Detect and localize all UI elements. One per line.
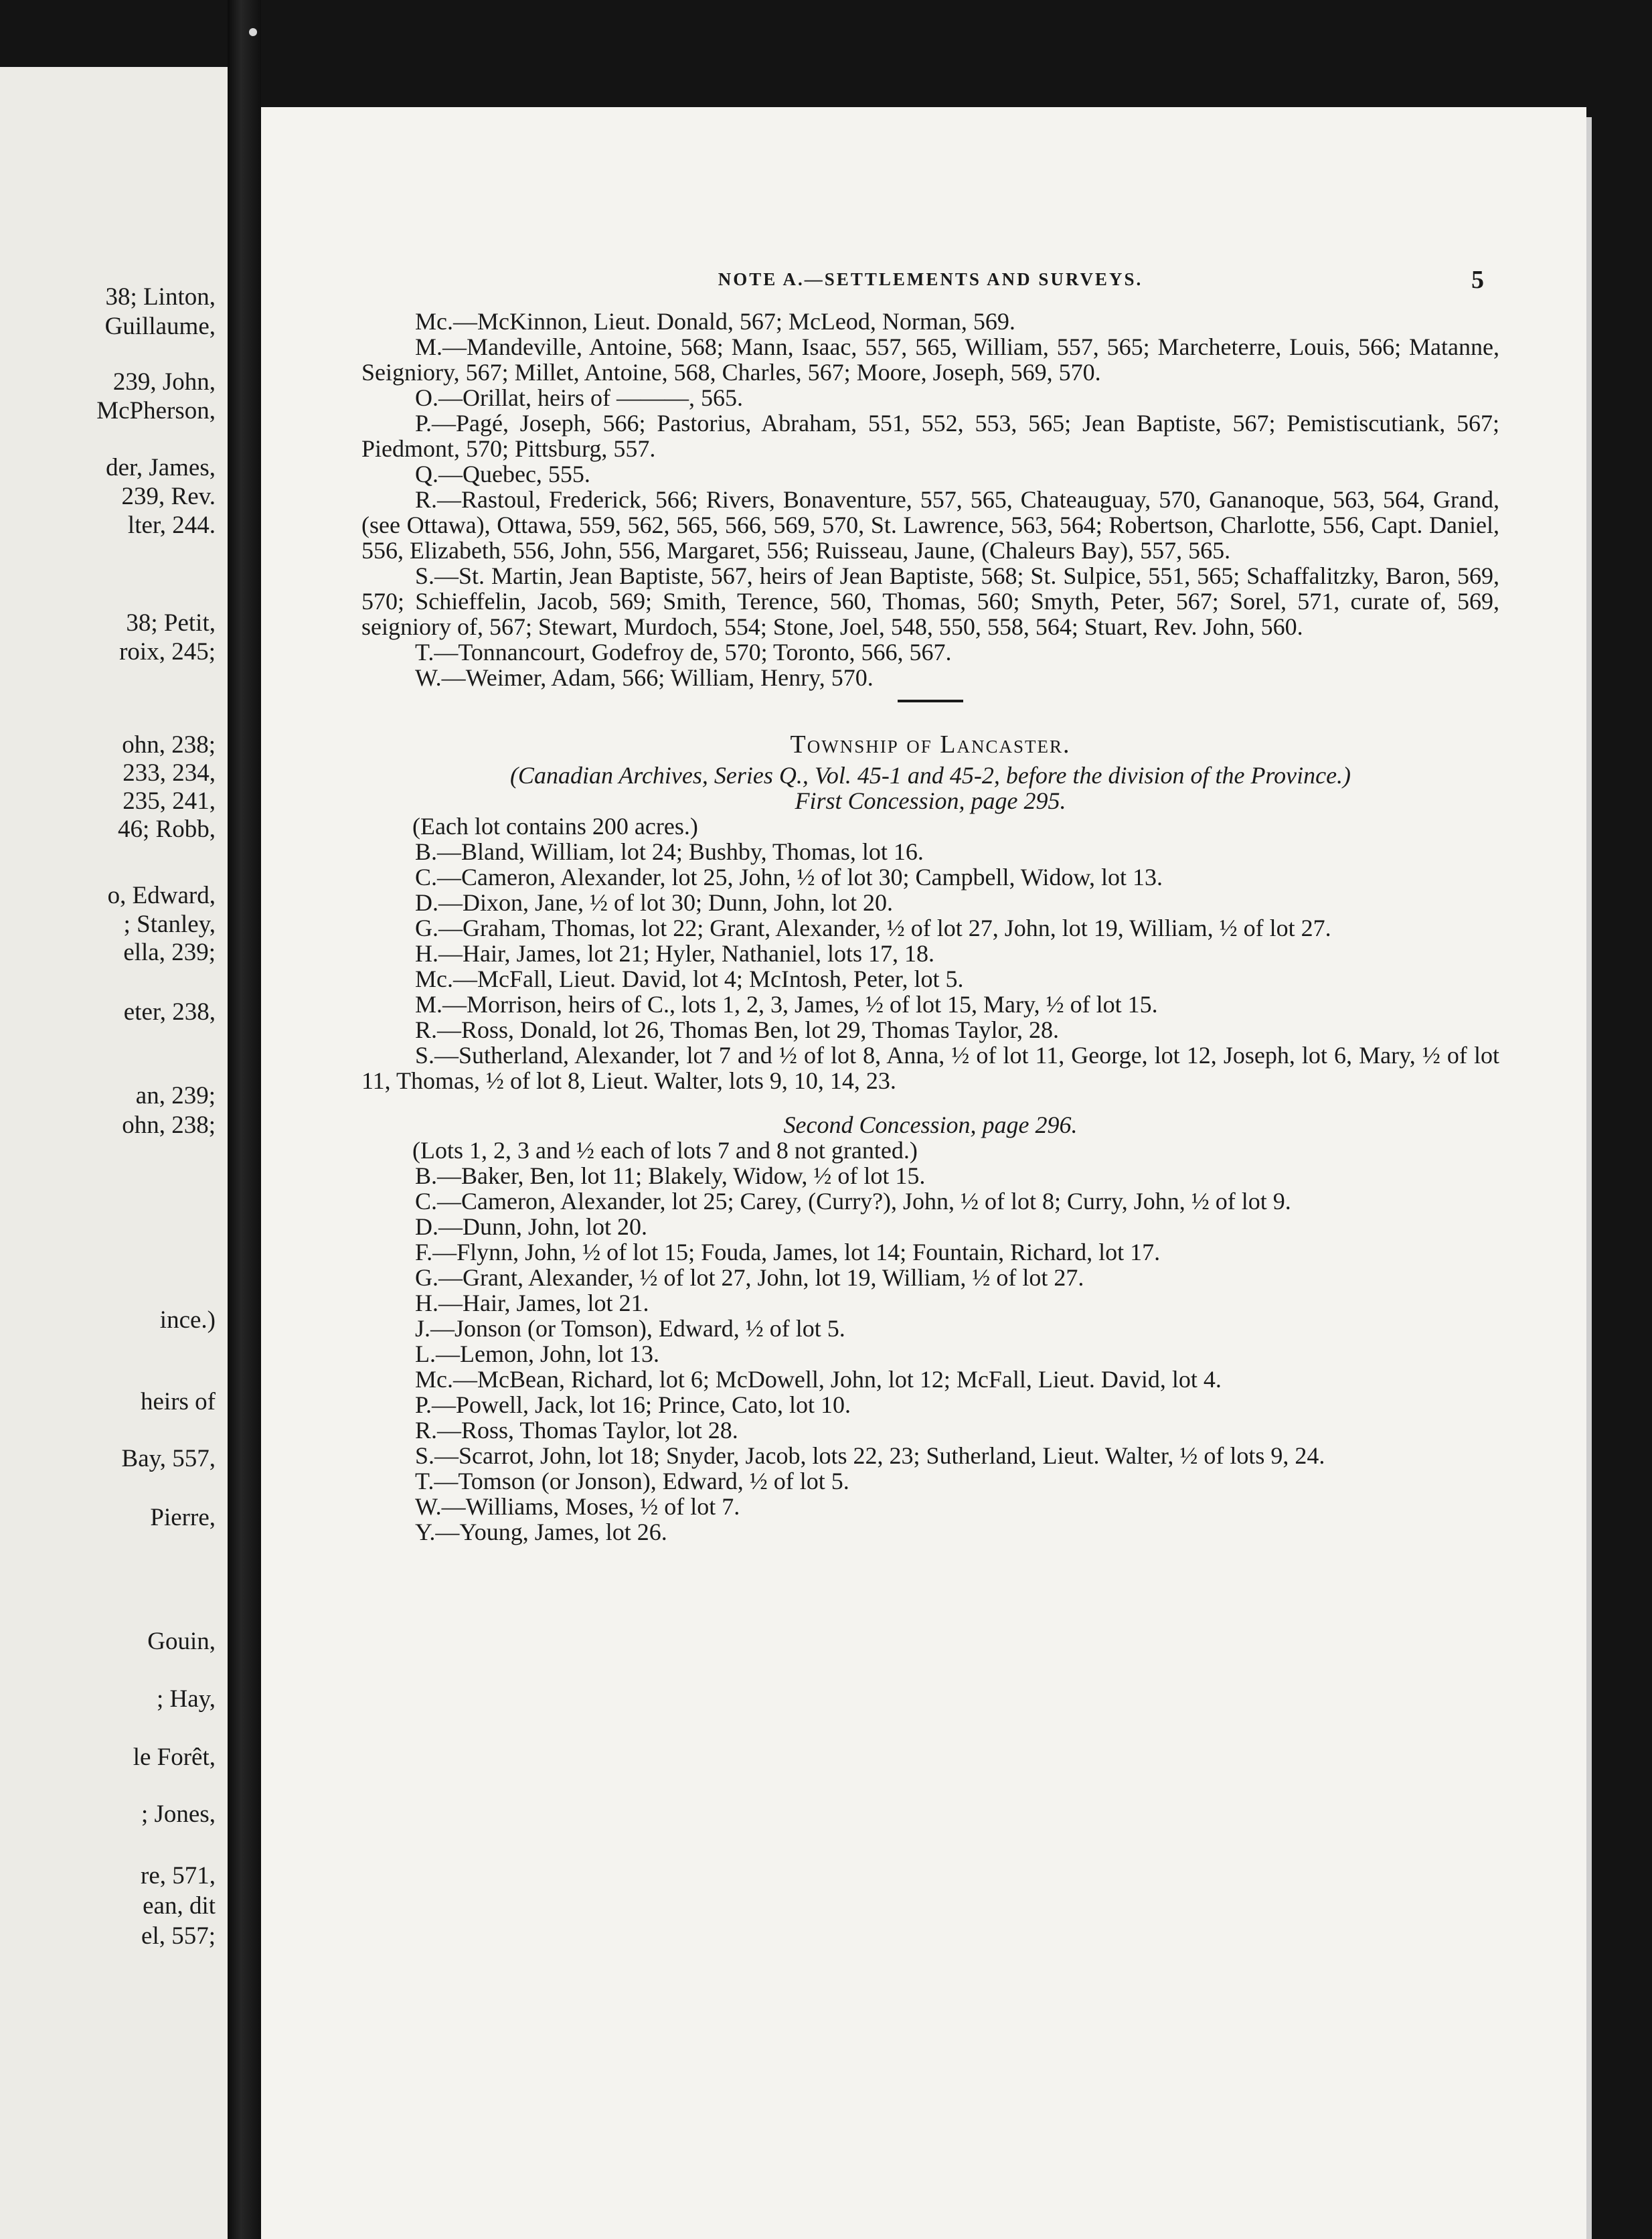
lot-entry: S.—Sutherland, Alexander, lot 7 and ½ of lot 8, Anna, ½ of lot 11, George, lot 12, Joseph, lot 6, Mary, ½ of lot 11, Thomas, ½ of lot 8, Lieut. Walter, lots 9, 10, 14, 23. <box>361 1042 1499 1094</box>
left-line: Guillaume, <box>104 313 216 340</box>
left-line: ohn, 238; <box>122 1111 216 1139</box>
settlement-entry: M.—Mandeville, Antoine, 568; Mann, Isaac, 557, 565, William, 557, 565; Marcheterre, Louis, 566; Matanne, Seigniory, 567; Millet, Antoine, 568, Charles, 567; Moore, Joseph, 569, 570. <box>361 333 1499 386</box>
settlement-entry: Mc.—McKinnon, Lieut. Donald, 567; McLeod, Norman, 569. <box>415 308 1015 335</box>
lot-entry: G.—Grant, Alexander, ½ of lot 27, John, lot 19, William, ½ of lot 27. <box>415 1264 1084 1291</box>
left-line: re, 571, <box>141 1862 216 1889</box>
concession-heading: First Concession, page 295. <box>795 787 1066 814</box>
left-line: o, Edward, <box>107 882 216 909</box>
lot-entry: P.—Powell, Jack, lot 16; Prince, Cato, lot 10. <box>415 1391 851 1418</box>
lot-entry: C.—Cameron, Alexander, lot 25, John, ½ of lot 30; Campbell, Widow, lot 13. <box>415 864 1163 891</box>
lot-entry: D.—Dunn, John, lot 20. <box>415 1213 648 1240</box>
section-divider <box>898 700 963 702</box>
left-line: 233, 234, <box>122 759 216 787</box>
page-edge <box>1586 117 1592 2239</box>
source-citation: (Canadian Archives, Series Q., Vol. 45-1 and 45-2, before the division of the Province.) <box>509 762 1351 789</box>
lot-entry: Mc.—McBean, Richard, lot 6; McDowell, John, lot 12; McFall, Lieut. David, lot 4. <box>415 1366 1222 1393</box>
left-line: Bay, 557, <box>121 1445 216 1472</box>
left-line: ; Jones, <box>141 1800 216 1828</box>
left-line: ince.) <box>159 1306 216 1334</box>
settlement-entry: T.—Tonnancourt, Godefroy de, 570; Toronto, 566, 567. <box>415 639 952 666</box>
dust-speck <box>249 28 257 36</box>
settlement-entry: Q.—Quebec, 555. <box>415 461 590 487</box>
concession-note: (Lots 1, 2, 3 and ½ each of lots 7 and 8 not granted.) <box>412 1137 918 1164</box>
left-line: 46; Robb, <box>118 816 216 843</box>
lot-entry: L.—Lemon, John, lot 13. <box>415 1340 659 1367</box>
concession-note: (Each lot contains 200 acres.) <box>412 813 698 840</box>
left-line: 38; Petit, <box>126 609 216 637</box>
lot-entry: J.—Jonson (or Tomson), Edward, ½ of lot 5. <box>415 1315 845 1342</box>
lot-entry: F.—Flynn, John, ½ of lot 15; Fouda, James, lot 14; Fountain, Richard, lot 17. <box>415 1239 1161 1265</box>
lot-entry: H.—Hair, James, lot 21; Hyler, Nathaniel, lots 17, 18. <box>415 940 934 967</box>
lot-entry: R.—Ross, Donald, lot 26, Thomas Ben, lot 29, Thomas Taylor, 28. <box>415 1016 1060 1043</box>
lot-entry: M.—Morrison, heirs of C., lots 1, 2, 3, James, ½ of lot 15, Mary, ½ of lot 15. <box>415 991 1158 1018</box>
left-line: an, 239; <box>135 1082 216 1109</box>
settlement-entry: R.—Rastoul, Frederick, 566; Rivers, Bonaventure, 557, 565, Chateauguay, 570, Gananoque, 563, 564, Grand, (see Ottawa), Ottawa, 559, 562, 565, 566, 569, 570, St. Lawrence, 563, 564; Robertson, Charlotte, 556, Capt. Daniel, 556, Elizabeth, 556, John, 556, Margaret, 556; Ruisseau, Jaune, (Chaleurs Bay), 557, 565. <box>361 486 1499 564</box>
left-line: eter, 238, <box>123 998 216 1026</box>
settlement-entry: P.—Pagé, Joseph, 566; Pastorius, Abraham, 551, 552, 553, 565; Jean Baptiste, 567; Pemistiscutiank, 567; Piedmont, 570; Pittsburg, 557. <box>361 410 1499 462</box>
left-line: 38; Linton, <box>105 283 216 311</box>
left-line: 239, John, <box>112 368 216 396</box>
lot-entry: Y.—Young, James, lot 26. <box>415 1519 667 1545</box>
book-gutter <box>228 0 261 2239</box>
left-line: ean, dit <box>143 1892 216 1920</box>
lot-entry: G.—Graham, Thomas, lot 22; Grant, Alexander, ½ of lot 27, John, lot 19, William, ½ of lot 27. <box>415 915 1331 941</box>
left-page-fragment <box>0 67 228 2239</box>
left-line: Gouin, <box>147 1628 216 1655</box>
lot-entry: R.—Ross, Thomas Taylor, lot 28. <box>415 1417 738 1444</box>
lot-entry: W.—Williams, Moses, ½ of lot 7. <box>415 1493 740 1520</box>
left-line: 235, 241, <box>122 787 216 815</box>
left-line: ohn, 238; <box>122 731 216 759</box>
lot-entry: S.—Scarrot, John, lot 18; Snyder, Jacob, lots 22, 23; Sutherland, Lieut. Walter, ½ of lots 9, 24. <box>415 1442 1325 1469</box>
lot-entry: D.—Dixon, Jane, ½ of lot 30; Dunn, John, lot 20. <box>415 889 893 916</box>
left-line: le Forêt, <box>133 1744 216 1771</box>
left-line: roix, 245; <box>119 638 216 666</box>
settlement-entry: O.—Orillat, heirs of ———, 565. <box>415 384 743 411</box>
lot-entry: T.—Tomson (or Jonson), Edward, ½ of lot 5. <box>415 1468 849 1494</box>
left-line: Pierre, <box>150 1504 216 1531</box>
main-page <box>261 107 1586 2239</box>
lot-entry: H.—Hair, James, lot 21. <box>415 1290 649 1316</box>
left-line: der, James, <box>106 454 216 481</box>
lot-entry: B.—Bland, William, lot 24; Bushby, Thomas, lot 16. <box>415 838 924 865</box>
left-line: ; Hay, <box>156 1685 216 1713</box>
left-line: heirs of <box>141 1388 216 1415</box>
left-line: ; Stanley, <box>123 911 216 938</box>
concession-heading: Second Concession, page 296. <box>783 1111 1078 1138</box>
lot-entry: C.—Cameron, Alexander, lot 25; Carey, (Curry?), John, ½ of lot 8; Curry, John, ½ of lot 9. <box>415 1188 1291 1215</box>
left-line: ella, 239; <box>123 939 216 966</box>
settlement-entry: S.—St. Martin, Jean Baptiste, 567, heirs of Jean Baptiste, 568; St. Sulpice, 551, 565; Schaffalitzky, Baron, 569, 570; Schieffelin, Jacob, 569; Smith, Terence, 560, Thomas, 560; Smyth, Peter, 567; Sorel, 571, curate of, 569, seigniory of, 567; Stewart, Murdoch, 554; Stone, Joel, 548, 550, 558, 564; Stuart, Rev. John, 560. <box>361 562 1499 640</box>
page-body <box>361 264 1499 1545</box>
page-number: 5 <box>1471 266 1484 294</box>
left-line: el, 557; <box>141 1922 216 1950</box>
settlement-entry: W.—Weimer, Adam, 566; William, Henry, 570. <box>415 664 874 691</box>
running-title: NOTE A.—SETTLEMENTS AND SURVEYS. <box>718 269 1143 289</box>
left-line: 239, Rev. <box>121 483 216 510</box>
left-line: McPherson, <box>96 397 216 424</box>
lot-entry: Mc.—McFall, Lieut. David, lot 4; McIntosh, Peter, lot 5. <box>415 966 964 992</box>
spacer <box>361 1093 1499 1112</box>
section-title: Township of Lancaster. <box>790 730 1071 759</box>
lot-entry: B.—Baker, Ben, lot 11; Blakely, Widow, ½ of lot 15. <box>415 1162 926 1189</box>
left-line: lter, 244. <box>127 512 216 539</box>
